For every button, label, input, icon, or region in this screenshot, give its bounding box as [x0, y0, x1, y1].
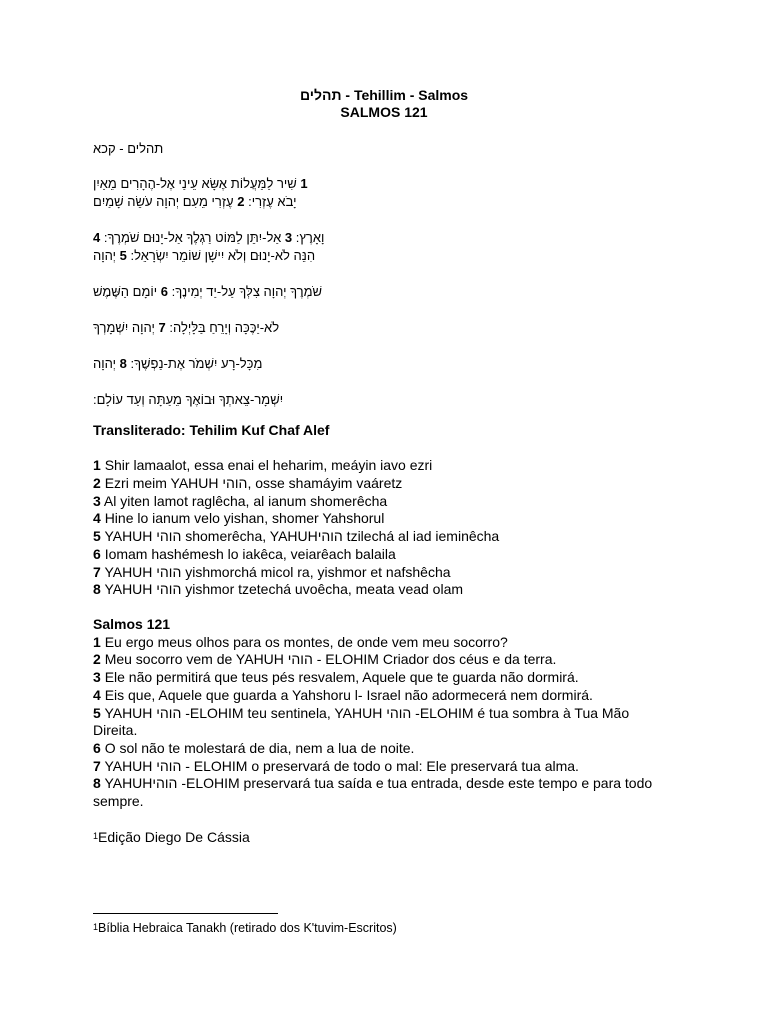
verse-number: 1 [300, 176, 308, 191]
hebrew-text-segment: יְהוָה [93, 356, 116, 371]
verse-number: 4 [93, 230, 101, 245]
hebrew-line [93, 229, 324, 247]
verse-text: Eu ergo meus olhos para os montes, de onde vem meu socorro? [104, 633, 508, 650]
verse-line [93, 546, 499, 564]
verse-line [93, 687, 673, 705]
verse-line [93, 669, 673, 687]
hebrew-text-segment: וָאָרֶץ: [295, 230, 325, 245]
hebrew-line [93, 283, 322, 301]
document-subtitle: SALMOS 121 [340, 104, 428, 120]
hebrew-line [93, 355, 262, 373]
verse-number: 8 [119, 356, 127, 371]
verse-text: Al yiten lamot raglêcha, al ianum shomerêcha [103, 492, 388, 509]
hebrew-gap [93, 373, 324, 391]
transliteration-section [93, 422, 499, 599]
verse-number: 8 [93, 775, 101, 792]
verse-number: 2 [93, 651, 101, 668]
footnote-divider [93, 913, 278, 914]
document-header [0, 87, 768, 121]
edition-note [93, 828, 250, 846]
verse-number: 4 [93, 510, 101, 527]
verse-line [93, 581, 499, 599]
hebrew-text-segment: יְהוָה [93, 248, 116, 263]
hebrew-text-segment: יוֹמָם הַשֶּׁמֶשׁ [93, 284, 158, 299]
verse-text: YAHUH הוהי -ELOHIM teu sentinela, YAHUH הוהי -ELOHIM é tua sombra à Tua Mão Direita. [93, 704, 630, 739]
verse-number: 6 [93, 545, 101, 562]
portuguese-section [93, 616, 673, 811]
hebrew-gap [93, 301, 324, 319]
verse-line [93, 705, 673, 740]
verse-number: 3 [93, 492, 101, 509]
verse-number: 6 [93, 739, 101, 756]
footnote-text: Bíblia Hebraica Tanakh (retirado dos K'tuvim-Escritos) [98, 921, 397, 935]
hebrew-text-segment: מִכָּל-רָע יִשְׁמֹר אֶת-נַפְשֶׁךָ: [130, 356, 263, 371]
edition-text: Edição Diego De Cássia [98, 829, 250, 845]
verse-number: 5 [93, 528, 101, 545]
verse-line [93, 634, 673, 652]
document-title: תהלים - Tehillim - Salmos [299, 87, 469, 103]
verse-number: 8 [93, 581, 101, 598]
hebrew-line [93, 247, 315, 265]
verse-number: 2 [93, 475, 101, 492]
verse-number: 6 [160, 284, 168, 299]
verse-line [93, 528, 499, 546]
verse-text: YAHUH הוהי yishmor tzetechá uvoêcha, meata vead olam [104, 581, 464, 598]
hebrew-text-segment: לֹא-יַכֶּכָּה וְיָרֵחַ בַּלָּיְלָה: [169, 320, 280, 335]
verse-text: Shir lamaalot, essa enai el heharim, meáyin iavo ezri [104, 457, 433, 474]
verse-text: O sol não te molestará de dia, nem a lua de noite. [104, 739, 415, 756]
hebrew-text-segment: שִׁיר לַמַּעֲלוֹת אֶשָּׂא עֵינַי אֶל-הֶהָרִים מֵאַיִן [93, 176, 297, 191]
hebrew-line [93, 319, 279, 337]
verse-text: YAHUHהוהי -ELOHIM preservará tua saída e tua entrada, desde este tempo e para todo sempre. [93, 775, 653, 810]
verse-text: YAHUH הוהי yishmorchá micol ra, yishmor et nafshêcha [104, 563, 451, 580]
verse-text: Iomam hashémesh lo iakêca, veiarêach balaila [104, 545, 396, 562]
footnote [93, 920, 397, 936]
hebrew-text-segment: יָבֹא עֶזְרִי: [248, 194, 297, 209]
verse-line [93, 475, 499, 493]
verse-line [93, 775, 673, 810]
verse-text: Eis que, Aquele que guarda a Yahshoru l- Israel não adormecerá nem dormirá. [104, 686, 593, 703]
footnote-mark: 1 [93, 831, 99, 841]
verse-text: YAHUH הוהי - ELOHIM o preservará de todo o mal: Ele preservará tua alma. [104, 757, 579, 774]
hebrew-text-segment: אַל-יִתֵּן לַמּוֹט רַגְלֶךָ אַל-יָנוּם שֹׁמְרֶךָ: [103, 230, 282, 245]
hebrew-gap [93, 337, 324, 355]
verse-number: 1 [93, 457, 101, 474]
footnote-mark: 1 [93, 922, 99, 932]
verse-text: Meu socorro vem de YAHUH הוהי - ELOHIM Criador dos céus e da terra. [104, 651, 557, 668]
verse-text: Ezri meim YAHUH הוהי, osse shamáyim vaáretz [104, 475, 403, 492]
hebrew-line [93, 391, 283, 409]
verse-line [93, 457, 499, 475]
verse-number: 7 [158, 320, 166, 335]
verse-line [93, 758, 673, 776]
hebrew-text-segment: שֹׁמְרֶךָ יְהוָה צִלְּךָ עַל-יַד יְמִינֶךָ: [171, 284, 323, 299]
verse-number: 7 [93, 757, 101, 774]
verse-text: YAHUH הוהי shomerêcha, YAHUHהוהי tzilechá al iad ieminêcha [104, 528, 500, 545]
verse-line [93, 651, 673, 669]
verse-number: 7 [93, 563, 101, 580]
hebrew-gap [93, 265, 324, 283]
verse-text: Ele não permitirá que teus pés resvalem, Aquele que te guarda não dormirá. [104, 669, 579, 686]
verse-line [93, 493, 499, 511]
verse-number: 1 [93, 633, 101, 650]
portuguese-heading: Salmos 121 [93, 616, 171, 632]
hebrew-gap [93, 211, 324, 229]
hebrew-heading: תהלים - קכא [93, 141, 164, 156]
verse-line [93, 740, 673, 758]
verse-line [93, 564, 499, 582]
hebrew-line [93, 175, 308, 193]
verse-number: 5 [119, 248, 127, 263]
verse-number: 3 [93, 669, 101, 686]
verse-text: Hine lo ianum velo yishan, shomer Yahshorul [104, 510, 385, 527]
verse-number: 5 [93, 704, 101, 721]
verse-number: 3 [284, 230, 293, 245]
hebrew-text-segment: עֶזְרִי מֵעִם יְהוָה עֹשֵׂה שָׁמַיִם [93, 194, 234, 209]
hebrew-text-segment: יִשְׁמָר-צֵאתְךָ וּבוֹאֶךָ מֵעַתָּה וְעַד עוֹלָם: [93, 392, 284, 407]
hebrew-text-segment: הִנֵּה לֹא-יָנוּם וְלֹא יִישָׁן שׁוֹמֵר יִשְׂרָאֵל: [130, 248, 316, 263]
hebrew-text-segment: יְהוָה יִשְׁמָרְךָ [93, 320, 155, 335]
hebrew-text [93, 175, 324, 409]
verse-number: 4 [93, 686, 101, 703]
hebrew-line [93, 193, 296, 211]
transliteration-heading: Transliterado: Tehilim Kuf Chaf Alef [93, 422, 330, 438]
verse-line [93, 510, 499, 528]
verse-number: 2 [237, 194, 245, 209]
